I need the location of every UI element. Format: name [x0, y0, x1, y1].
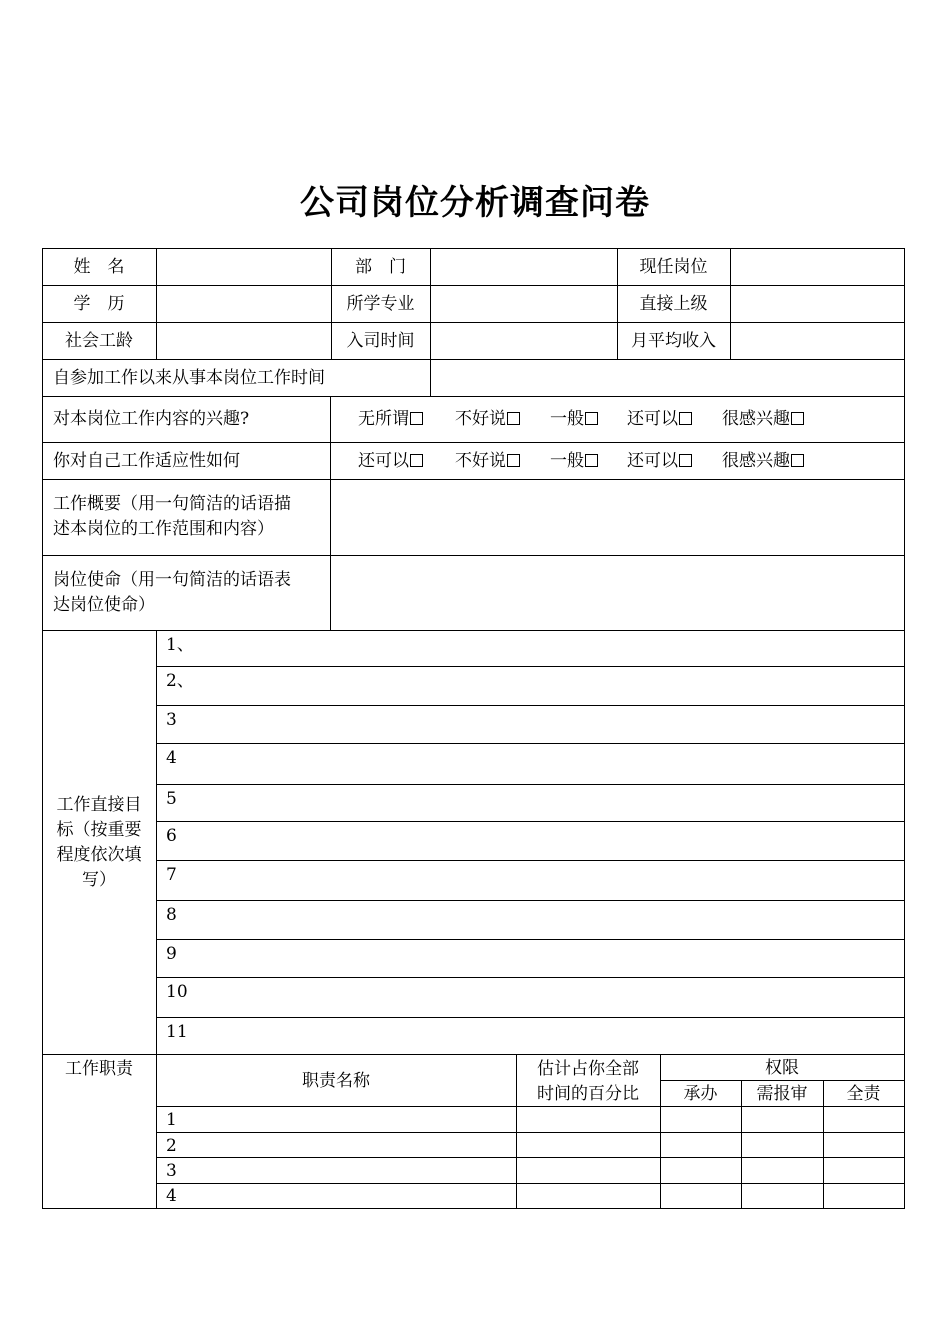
- goal-item-number: 8: [166, 905, 177, 925]
- row-divider: [42, 396, 905, 397]
- row-divider: [42, 630, 905, 631]
- goal-item-number: 9: [166, 944, 177, 964]
- mission-label-line2: 达岗位使命）: [53, 595, 155, 615]
- interest-option-5[interactable]: 很感兴趣: [722, 406, 804, 432]
- review-header: 需报审: [756, 1084, 808, 1104]
- checkbox-icon[interactable]: [679, 454, 692, 467]
- dept-label: 部 门: [355, 257, 406, 277]
- row-divider: [42, 359, 905, 360]
- table-border-top: [42, 248, 905, 249]
- interest-label: 对本岗位工作内容的兴趣?: [53, 409, 250, 429]
- checkbox-icon[interactable]: [585, 412, 598, 425]
- row-divider: [42, 442, 905, 443]
- goal-item-number: 10: [166, 982, 188, 1002]
- goal-item-number: 5: [166, 789, 177, 809]
- goal-divider: [156, 900, 905, 901]
- duty-name-header: 职责名称: [302, 1071, 370, 1091]
- adapt-option-5[interactable]: 很感兴趣: [722, 448, 804, 474]
- authority-header: 权限: [765, 1058, 799, 1078]
- goal-divider: [156, 743, 905, 744]
- goal-divider: [156, 1017, 905, 1018]
- row-divider: [42, 555, 905, 556]
- goal-item-number: 4: [166, 748, 177, 768]
- goal-divider: [156, 977, 905, 978]
- checkbox-icon[interactable]: [507, 412, 520, 425]
- interest-option-3[interactable]: 一般: [550, 406, 598, 432]
- supervisor-label: 直接上级: [639, 294, 708, 314]
- checkbox-icon[interactable]: [585, 454, 598, 467]
- goal-divider: [156, 860, 905, 861]
- adapt-option-1[interactable]: 还可以: [358, 448, 423, 474]
- duty-row-number: 4: [166, 1186, 177, 1206]
- col-divider: [156, 630, 157, 1209]
- goals-label-line4: 写）: [82, 870, 116, 890]
- tenure-label: 自参加工作以来从事本岗位工作时间: [53, 368, 325, 388]
- goal-divider: [156, 705, 905, 706]
- row-divider: [42, 479, 905, 480]
- row-divider: [42, 322, 905, 323]
- col-divider: [730, 248, 731, 359]
- duty-divider: [156, 1183, 905, 1184]
- duty-divider: [156, 1157, 905, 1158]
- duty-divider: [156, 1132, 905, 1133]
- goal-item-number: 6: [166, 826, 177, 846]
- income-label: 月平均收入: [631, 331, 716, 351]
- interest-option-1[interactable]: 无所谓: [358, 406, 423, 432]
- goal-item-number: 11: [166, 1022, 188, 1042]
- col-divider: [330, 396, 331, 630]
- row-divider: [42, 285, 905, 286]
- goals-label-line3: 程度依次填: [56, 845, 142, 865]
- goal-item-number: 7: [166, 865, 177, 885]
- goal-item-number: 2、: [166, 671, 194, 691]
- checkbox-icon[interactable]: [679, 412, 692, 425]
- checkbox-icon[interactable]: [507, 454, 520, 467]
- summary-label-line2: 述本岗位的工作范围和内容）: [53, 519, 274, 539]
- duty-percent-header-line1: 估计占你全部: [537, 1059, 639, 1079]
- goals-label-line2: 标（按重要: [56, 820, 142, 840]
- col-divider: [156, 248, 157, 359]
- duty-row-number: 3: [166, 1161, 177, 1181]
- goal-divider: [156, 666, 905, 667]
- checkbox-icon[interactable]: [791, 412, 804, 425]
- adaptability-label: 你对自己工作适应性如何: [53, 451, 240, 471]
- checkbox-icon[interactable]: [791, 454, 804, 467]
- checkbox-icon[interactable]: [410, 412, 423, 425]
- interest-option-2[interactable]: 不好说: [455, 406, 520, 432]
- duty-row-number: 1: [166, 1110, 177, 1130]
- goal-divider: [156, 821, 905, 822]
- interest-option-4[interactable]: 还可以: [627, 406, 692, 432]
- table-border-right: [904, 248, 905, 1209]
- goal-divider: [156, 939, 905, 940]
- duty-row-number: 2: [166, 1136, 177, 1156]
- name-label: 姓 名: [73, 257, 125, 277]
- goals-label-line1: 工作直接目: [56, 795, 142, 815]
- position-label: 现任岗位: [639, 257, 708, 277]
- goal-divider: [156, 784, 905, 785]
- handle-header: 承办: [683, 1084, 718, 1104]
- seniority-label: 社会工龄: [65, 331, 133, 351]
- mission-label-line1: 岗位使命（用一句简洁的话语表: [53, 570, 291, 590]
- adapt-option-4[interactable]: 还可以: [627, 448, 692, 474]
- adapt-option-3[interactable]: 一般: [550, 448, 598, 474]
- join-date-label: 入司时间: [346, 331, 415, 351]
- goal-item-number: 3: [166, 710, 177, 730]
- major-label: 所学专业: [346, 294, 415, 314]
- summary-label-line1: 工作概要（用一句简洁的话语描: [53, 494, 291, 514]
- page-title: 公司岗位分析调查问卷: [300, 183, 650, 223]
- duty-percent-header-line2: 时间的百分比: [537, 1084, 639, 1104]
- duties-label: 工作职责: [65, 1059, 133, 1079]
- education-label: 学 历: [73, 294, 125, 314]
- checkbox-icon[interactable]: [410, 454, 423, 467]
- col-divider: [430, 248, 431, 396]
- full-responsibility-header: 全责: [846, 1084, 881, 1104]
- adapt-option-2[interactable]: 不好说: [455, 448, 520, 474]
- goal-item-number: 1、: [166, 635, 194, 655]
